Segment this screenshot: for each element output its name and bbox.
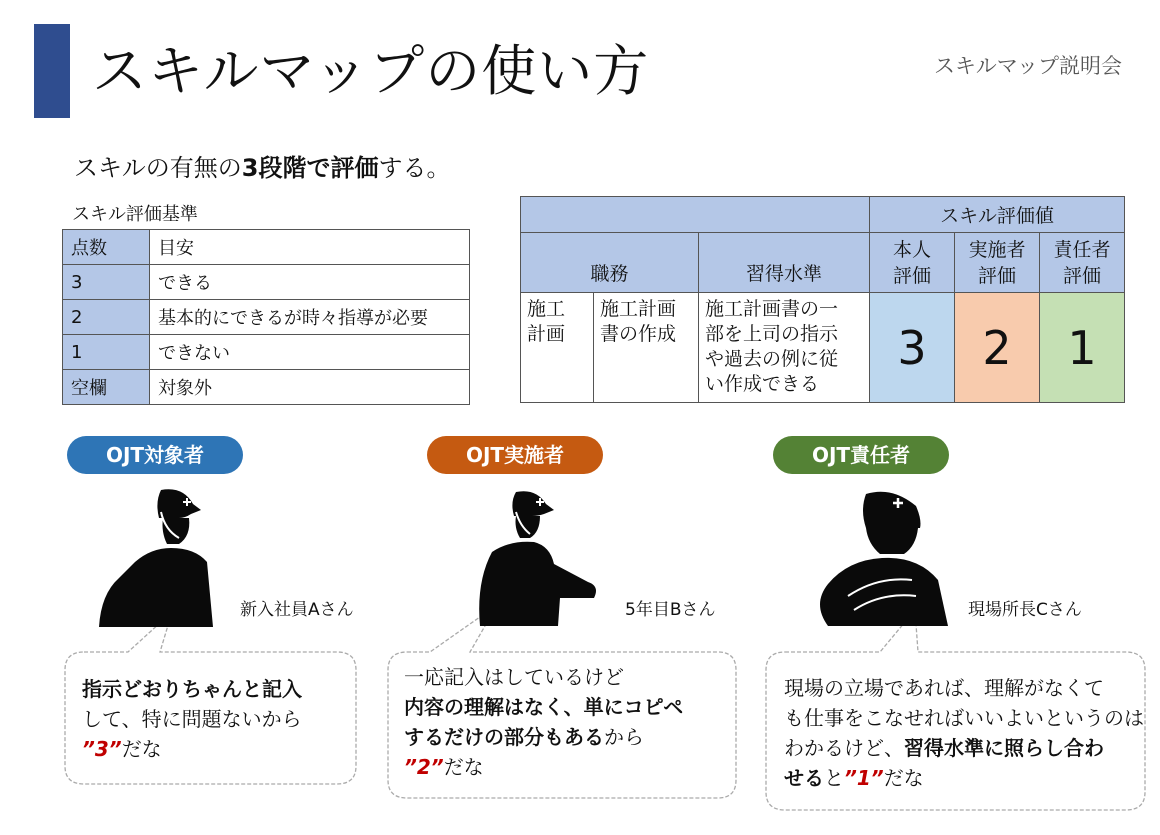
eval-resp-value: 1 bbox=[1040, 293, 1125, 403]
bubble-b-line3: するだけの部分もある bbox=[404, 725, 604, 749]
bubble-c-line4-rest: だな bbox=[883, 766, 924, 790]
bubble-a-line1: 指示どおりちゃんと記入 bbox=[82, 677, 302, 701]
eval-group-header: スキル評価値 bbox=[870, 197, 1125, 233]
bubble-a-score: ”3” bbox=[82, 737, 122, 761]
criteria-desc: できない bbox=[150, 335, 470, 370]
bubble-b-line2: 内容の理解はなく、単にコピペ bbox=[404, 695, 684, 719]
eval-level-1: 施工計画書の一 bbox=[705, 298, 839, 320]
page-title: スキルマップの使い方 bbox=[92, 39, 650, 103]
eval-col-level: 習得水準 bbox=[699, 233, 870, 293]
bubble-b-line3-rest: から bbox=[604, 725, 644, 749]
role-pill-ojt-trainer: OJT実施者 bbox=[427, 436, 603, 474]
criteria-score: 2 bbox=[63, 300, 150, 335]
person-label-c: 現場所長Cさん bbox=[968, 600, 1082, 620]
lead-bold-2: 評価 bbox=[330, 154, 379, 182]
eval-job-category-1: 施工 bbox=[527, 298, 566, 320]
lead-text-2: する。 bbox=[378, 154, 451, 182]
eval-job-category-2: 計画 bbox=[527, 323, 566, 345]
worker-silhouette-icon bbox=[808, 484, 958, 626]
criteria-caption: スキル評価基準 bbox=[72, 204, 198, 225]
bubble-c-line3: わかるけど、 bbox=[784, 736, 904, 760]
criteria-score: 1 bbox=[63, 335, 150, 370]
eval-job-2: 書の作成 bbox=[600, 323, 677, 345]
eval-col-impl-1: 実施者 bbox=[968, 238, 1026, 261]
bubble-b-line1: 一応記入はしているけど bbox=[404, 665, 624, 689]
person-label-b: 5年目Bさん bbox=[625, 600, 716, 620]
eval-level-3: や過去の例に従 bbox=[705, 348, 839, 370]
person-label-a: 新入社員Aさん bbox=[240, 600, 354, 620]
criteria-desc: 対象外 bbox=[150, 370, 470, 405]
criteria-score: 3 bbox=[63, 265, 150, 300]
bubble-c-line4-bold: せる bbox=[784, 766, 824, 790]
eval-job-1: 施工計画 bbox=[600, 298, 677, 320]
bubble-c-text bbox=[784, 673, 1144, 793]
bubble-c-line3-bold: 習得水準に照らし合わ bbox=[904, 736, 1104, 760]
lead-bold-1: 3段階で bbox=[241, 154, 331, 182]
bubble-b-score: ”2” bbox=[404, 755, 444, 779]
bubble-c-line4-mid: と bbox=[824, 766, 844, 790]
bubble-a-line3-rest: だな bbox=[121, 737, 162, 761]
criteria-score: 空欄 bbox=[63, 370, 150, 405]
criteria-desc: 基本的にできるが時々指導が必要 bbox=[150, 300, 470, 335]
criteria-desc: できる bbox=[150, 265, 470, 300]
eval-impl-value: 2 bbox=[955, 293, 1040, 403]
bubble-a-text bbox=[82, 674, 302, 764]
bubble-b-text bbox=[404, 662, 683, 782]
worker-silhouette-icon bbox=[95, 482, 225, 627]
bubble-a-line2: して、特に問題ないから bbox=[82, 707, 302, 731]
role-pill-ojt-trainee: OJT対象者 bbox=[67, 436, 243, 474]
eval-col-resp-2: 評価 bbox=[1062, 264, 1101, 287]
criteria-header-score: 点数 bbox=[63, 230, 150, 265]
worker-silhouette-icon bbox=[470, 486, 610, 626]
eval-col-self-1: 本人 bbox=[892, 238, 931, 261]
eval-col-self-2: 評価 bbox=[892, 264, 931, 287]
lead-text-1: スキルの有無の bbox=[74, 154, 242, 182]
presentation-name: スキルマップ説明会 bbox=[934, 54, 1122, 78]
eval-level-2: 部を上司の指示 bbox=[705, 323, 839, 345]
criteria-header-desc: 目安 bbox=[150, 230, 470, 265]
eval-level-4: い作成できる bbox=[705, 373, 820, 395]
eval-col-resp-1: 責任者 bbox=[1053, 238, 1111, 261]
bubble-c-score: ”1” bbox=[844, 766, 884, 790]
eval-col-impl-2: 評価 bbox=[977, 264, 1016, 287]
eval-self-value: 3 bbox=[870, 293, 955, 403]
role-pill-ojt-manager: OJT責任者 bbox=[773, 436, 949, 474]
bubble-b-line4-rest: だな bbox=[443, 755, 484, 779]
bubble-c-line2: も仕事をこなせればいいよいというのは bbox=[784, 706, 1144, 730]
bubble-c-line1: 現場の立場であれば、理解がなくて bbox=[784, 676, 1104, 700]
eval-col-job: 職務 bbox=[521, 233, 699, 293]
